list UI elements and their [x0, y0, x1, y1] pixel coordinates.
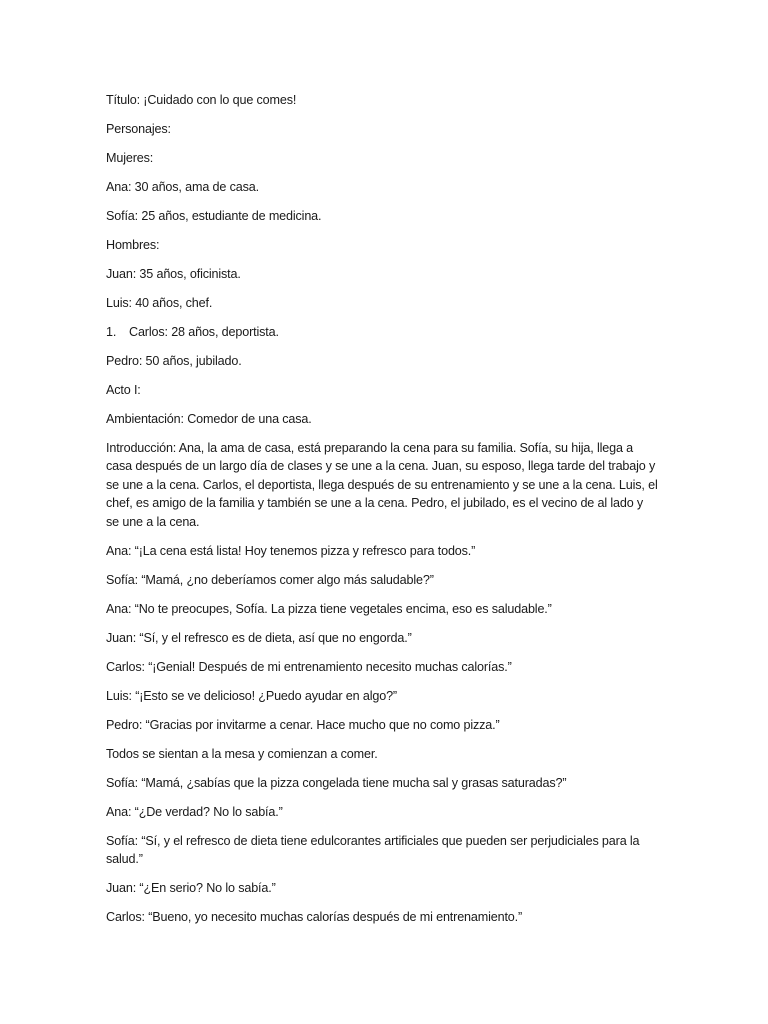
character-ana: Ana: 30 años, ama de casa.: [106, 180, 259, 194]
personajes-heading: Personajes:: [106, 122, 171, 136]
dialogue-line: Carlos: “Bueno, yo necesito muchas calorías después de mi entrenamiento.”: [106, 910, 523, 925]
dialogue-line: Pedro: “Gracias por invitarme a cenar. Hace mucho que no como pizza.”: [106, 717, 500, 732]
hombres-heading: Hombres:: [106, 238, 160, 252]
script-title: Título: ¡Cuidado con lo que comes!: [106, 93, 297, 107]
dialogue-line: Sofía: “Sí, y el refresco de dieta tiene edulcorantes artificiales que pueden ser perjudiciales para la salud.”: [106, 833, 640, 867]
dialogue-line: Ana: “No te preocupes, Sofía. La pizza tiene vegetales encima, eso es saludable.”: [106, 601, 552, 616]
dialogue-line: Carlos: “¡Genial! Después de mi entrenamiento necesito muchas calorías.”: [106, 659, 512, 674]
mujeres-heading: Mujeres:: [106, 151, 154, 165]
acto-heading: Acto I:: [106, 383, 141, 397]
dialogue-line: Ana: “¿De verdad? No lo sabía.”: [106, 804, 283, 819]
dialogue-line: Sofía: “Mamá, ¿sabías que la pizza congelada tiene mucha sal y grasas saturadas?”: [106, 775, 567, 790]
character-sofia: Sofía: 25 años, estudiante de medicina.: [106, 209, 322, 223]
document-body: [106, 91, 658, 937]
introduccion: Introducción: Ana, la ama de casa, está preparando la cena para su familia. Sofía, su hija, llega a casa después de un largo día de clases y se une a la cena. Juan, su esposo, llega tarde del trabajo y se une a la cena. Carlos, el deportista, llega después de su entrenamiento y se une a la cena. Luis, el chef, es amigo de la familia y también se une a la cena. Pedro, el jubilado, es el vecino de al lado y se une a la cena.: [106, 441, 658, 529]
dialogue-line: Juan: “¿En serio? No lo sabía.”: [106, 881, 276, 896]
character-juan: Juan: 35 años, oficinista.: [106, 267, 241, 281]
character-pedro: Pedro: 50 años, jubilado.: [106, 354, 242, 368]
list-number: 1.: [106, 325, 117, 339]
ambientacion: Ambientación: Comedor de una casa.: [106, 412, 312, 426]
stage-direction: Todos se sientan a la mesa y comienzan a comer.: [106, 746, 378, 761]
character-carlos-text: Carlos: 28 años, deportista.: [129, 325, 279, 339]
dialogue-line: Sofía: “Mamá, ¿no deberíamos comer algo más saludable?”: [106, 572, 434, 587]
dialogue-line: Luis: “¡Esto se ve delicioso! ¿Puedo ayudar en algo?”: [106, 688, 397, 703]
dialogue-line: Juan: “Sí, y el refresco es de dieta, así que no engorda.”: [106, 630, 412, 645]
character-carlos: [106, 323, 658, 341]
character-luis: Luis: 40 años, chef.: [106, 296, 213, 310]
dialogue-line: Ana: “¡La cena está lista! Hoy tenemos pizza y refresco para todos.”: [106, 543, 476, 558]
